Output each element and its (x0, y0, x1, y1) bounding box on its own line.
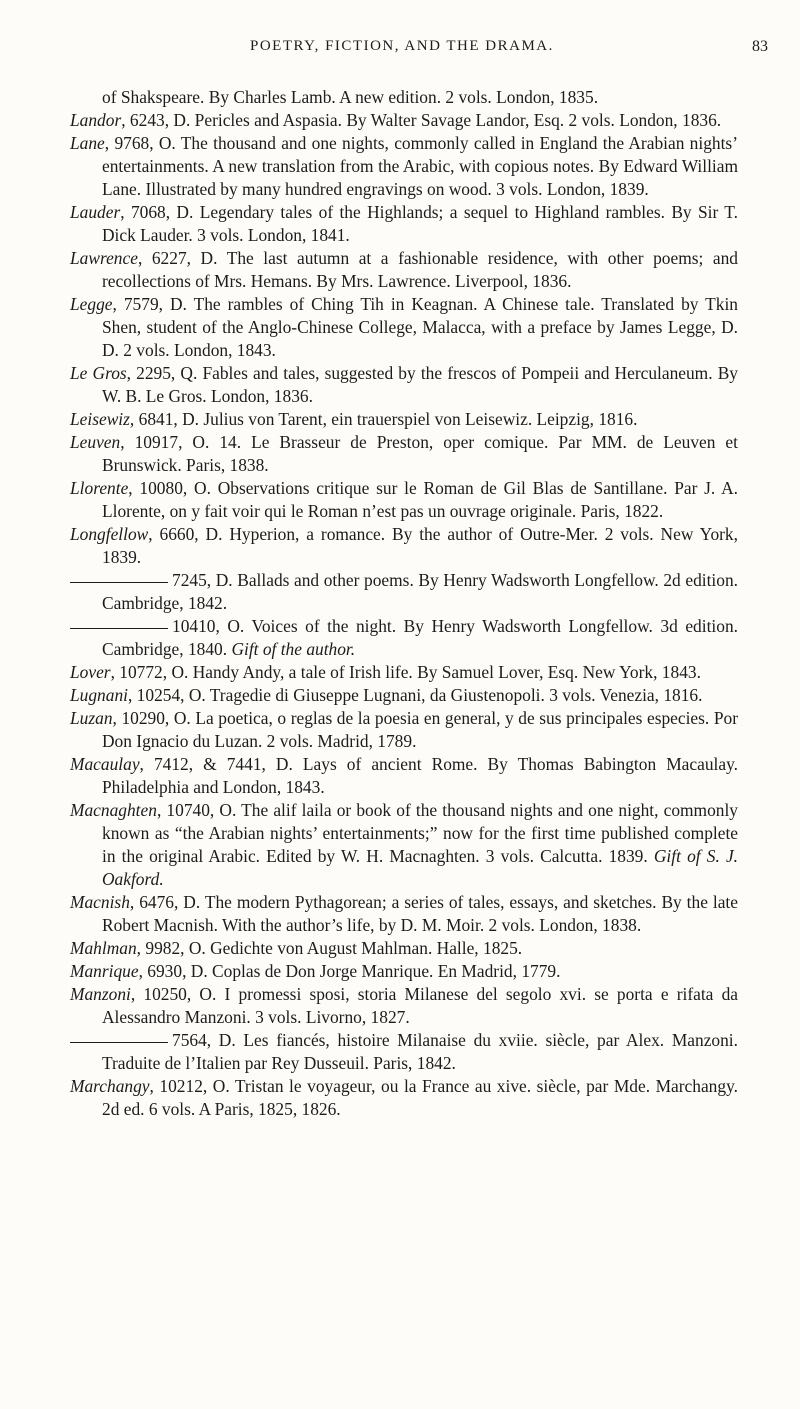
entry-text: Handy Andy, a tale of Irish life. By Samuel Lover, Esq. New York, 1843. (188, 662, 701, 682)
ditto-dash (70, 1042, 168, 1043)
entry-reference: , 6930, D. (138, 961, 208, 981)
entry-reference: , 10212, O. (149, 1076, 230, 1096)
entry-reference: , 6841, D. (129, 409, 200, 429)
entry-reference: , 6660, D. (148, 524, 223, 544)
entry-text: Pericles and Aspasia. By Walter Savage Landor, Esq. 2 vols. London, 1836. (190, 110, 722, 130)
entry-author: Lane (70, 133, 105, 153)
entry-reference: , 9982, O. (136, 938, 206, 958)
entry-author: Manrique (70, 961, 139, 981)
entry-text: The modern Pythagorean; a series of tales, essays, and sketches. By the late Robert Macnish. With the author’s life, by D. M. Moir. 2 vols. London, 1838. (102, 892, 738, 935)
entry-author: Manzoni (70, 984, 131, 1004)
entry-author: Landor (70, 110, 122, 130)
entry-text: Lays of ancient Rome. By Thomas Babington Macaulay. Philadelphia and London, 1843. (102, 754, 738, 797)
catalogue-entry (70, 408, 738, 431)
entry-reference: 10410, O. (172, 616, 245, 636)
entry-text: La poetica, o reglas de la poesia en general, y de sus principales especies. Por Don Ignacio du Luzan. 2 vols. Madrid, 1789. (102, 708, 738, 751)
entry-text: Le Brasseur de Preston, oper comique. Par MM. de Leuven et Brunswick. Paris, 1838. (102, 432, 738, 475)
entry-text: Julius von Tarent, ein trauerspiel von Leisewiz. Leipzig, 1816. (199, 409, 638, 429)
entry-reference: , 10254, O. (127, 685, 206, 705)
entry-text: Fables and tales, suggested by the frescos of Pompeii and Herculaneum. By W. B. Le Gros. London, 1836. (102, 363, 738, 406)
entry-text: Tragedie di Giuseppe Lugnani, da Giustenopoli. 3 vols. Venezia, 1816. (205, 685, 703, 705)
entry-author: Luzan (70, 708, 113, 728)
running-title: POETRY, FICTION, AND THE DRAMA. (250, 38, 554, 54)
entry-text: The rambles of Ching Tih in Keagnan. A Chinese tale. Translated by Tkin Shen, student of the Anglo-Chinese College, Malacca, with a preface by James Legge, D. D. 2 vols. London, 1843. (102, 294, 738, 360)
entry-reference: 7245, D. (172, 570, 233, 590)
entry-reference: , 2295, Q. (126, 363, 198, 383)
entry-reference: , 6476, D. (129, 892, 201, 912)
catalogue-entry (70, 523, 738, 569)
entry-author: Marchangy (70, 1076, 150, 1096)
entry-text: The last autumn at a fashionable residence, with other poems; and recollections of Mrs. Hemans. By Mrs. Lawrence. Liverpool, 1836. (102, 248, 738, 291)
catalogue-entry (70, 891, 738, 937)
entry-text: The thousand and one nights, commonly called in England the Arabian nights’ entertainments. A new translation from the Arabic, with copious notes. By Edward William Lane. Illustrated by many hundred engravings on wood. 3 vols. London, 1839. (102, 133, 738, 199)
entry-text: The alif laila or book of the thousand nights and one night, commonly known as “the Arabian nights’ entertainments;” now for the first time published complete in the original Arabic. Edited by W. H. Macnaghten. 3 vols. Calcutta. 1839. (102, 800, 738, 866)
entry-gift: Gift of S. J. Oakford. (102, 846, 739, 889)
catalogue-entry (70, 86, 738, 109)
entry-reference: , 10290, O. (112, 708, 191, 728)
entry-author: Mahlman (70, 938, 137, 958)
catalogue-entry (70, 362, 738, 408)
entry-author: Le Gros (70, 363, 127, 383)
catalogue-entry (70, 1075, 738, 1121)
entry-author: Lawrence (70, 248, 138, 268)
entry-author: Llorente (70, 478, 129, 498)
catalogue-entry (70, 960, 738, 983)
ditto-dash (70, 582, 168, 583)
entry-text: Legendary tales of the Highlands; a sequel to Highland rambles. By Sir T. Dick Lauder. 3 vols. London, 1841. (102, 202, 738, 245)
catalogue-entry (70, 661, 738, 684)
entry-author: Macaulay (70, 754, 140, 774)
entry-text: Tristan le voyageur, ou la France au xive. siècle, par Mde. Marchangy. 2d ed. 6 vols. A Paris, 1825, 1826. (102, 1076, 738, 1119)
catalogue-entry (70, 615, 738, 661)
entry-text: Gedichte von August Mahlman. Halle, 1825. (205, 938, 523, 958)
entry-text: Observations critique sur le Roman de Gil Blas de Santillane. Par J. A. Llorente, on y fait voir qui le Roman n’est pas un ouvrage originale. Paris, 1822. (102, 478, 738, 521)
entry-author: Lugnani (70, 685, 128, 705)
entry-author: Longfellow (70, 524, 149, 544)
entry-reference: , 7579, D. (112, 294, 187, 314)
catalogue-entry (70, 799, 738, 891)
entry-reference: , 10772, O. (110, 662, 189, 682)
catalogue-entry (70, 247, 738, 293)
entry-author: Lauder (70, 202, 121, 222)
ditto-dash (70, 628, 168, 629)
page-number: 83 (752, 38, 768, 55)
entry-reference: , 10740, O. (156, 800, 237, 820)
catalogue-entry (70, 201, 738, 247)
entry-author: Macnish (70, 892, 130, 912)
entry-text: Voices of the night. By Henry Wadsworth Longfellow. 3d edition. Cambridge, 1840. (102, 616, 738, 659)
catalogue-entries (70, 86, 738, 1121)
entry-gift: Gift of the author. (231, 639, 356, 659)
entry-reference: , 9768, O. (104, 133, 176, 153)
entry-author: Leuven (70, 432, 121, 452)
entry-text: Hyperion, a romance. By the author of Outre-Mer. 2 vols. New York, 1839. (102, 524, 738, 567)
catalogue-entry (70, 132, 738, 201)
entry-text: Les fiancés, histoire Milanaise du xviie. siècle, par Alex. Manzoni. Traduite de l’Italien par Rey Dusseuil. Paris, 1842. (102, 1030, 738, 1073)
catalogue-entry (70, 684, 738, 707)
entry-text: I promessi sposi, storia Milanese del segolo xvi. se porta e rifata da Alessandro Manzoni. 3 vols. Livorno, 1827. (102, 984, 738, 1027)
catalogue-entry (70, 477, 738, 523)
entry-reference: , 10080, O. (128, 478, 211, 498)
catalogue-entry (70, 937, 738, 960)
entry-author: Legge (70, 294, 113, 314)
entry-reference: , 6227, D. (137, 248, 218, 268)
catalogue-entry (70, 431, 738, 477)
catalogue-entry (70, 707, 738, 753)
entry-author: Lover (70, 662, 111, 682)
catalogue-entry (70, 293, 738, 362)
entry-reference: , 6243, D. (121, 110, 191, 130)
entry-text: of Shakspeare. By Charles Lamb. A new edition. 2 vols. London, 1835. (102, 87, 599, 107)
entry-reference: , 7068, D. (120, 202, 194, 222)
entry-text: Ballads and other poems. By Henry Wadsworth Longfellow. 2d edition. Cambridge, 1842. (102, 570, 738, 613)
entry-author: Macnaghten (70, 800, 157, 820)
entry-text: Coplas de Don Jorge Manrique. En Madrid, 1779. (207, 961, 561, 981)
entry-reference: 7564, D. (172, 1030, 236, 1050)
entry-reference: , 10917, O. 14. (120, 432, 242, 452)
catalogue-entry (70, 1029, 738, 1075)
catalogue-entry (70, 109, 738, 132)
catalogue-entry (70, 983, 738, 1029)
entry-reference: , 10250, O. (130, 984, 217, 1004)
catalogue-entry (70, 753, 738, 799)
catalogue-entry (70, 569, 738, 615)
entry-author: Leisewiz (70, 409, 130, 429)
entry-reference: , 7412, & 7441, D. (139, 754, 293, 774)
